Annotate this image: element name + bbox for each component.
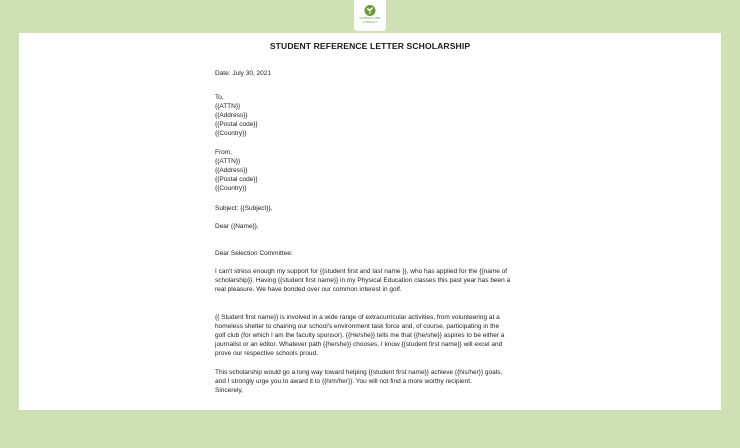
leaf-logo-icon	[364, 5, 376, 16]
to-line: {{Address}}	[215, 112, 248, 119]
from-line: From,	[215, 149, 232, 156]
paragraph-line: golf club (for which I am the faculty sponsor). {{He/she}} tells me that {{he/she}} aspires to be either a	[215, 332, 505, 339]
brand-name	[359, 17, 381, 24]
paragraph-line: scholarship}}. Having {{student first name}} in my Physical Education classes this past year has been a	[215, 277, 511, 284]
dear-line: Dear {{Name}},	[215, 223, 259, 230]
letter-page	[19, 33, 721, 410]
from-line: {{ATTN}}	[215, 158, 241, 165]
to-block	[215, 93, 545, 138]
salutation-line: Dear Selection Committee:	[215, 250, 293, 257]
from-line: {{Country}}	[215, 185, 247, 192]
paragraph-2	[215, 313, 545, 358]
paragraph-line: I can't stress enough my support for {{student first and last name }}, who has applied for the {{name of	[215, 268, 508, 275]
paragraph-line: and I strongly urge you to award it to {{him/her}}. You will not find a more worthy recipient.	[215, 378, 472, 385]
brand-logo	[354, 0, 386, 31]
letter-title: STUDENT REFERENCE LETTER SCHOLARSHIP	[269, 41, 471, 51]
paragraph-3	[215, 368, 545, 395]
paragraph-line: prove our respective schools proud.	[215, 350, 318, 357]
paragraph-line: journalist or an editor. Whatever path {{he/she}} chooses, I know {{student first name}} will excel and	[215, 341, 503, 348]
paragraph-line: real pleasure. We have bonded over our common interest in golf.	[215, 286, 402, 293]
from-line: {{Postal code}}	[215, 176, 258, 183]
to-line: {{Postal code}}	[215, 121, 258, 128]
paragraph-1	[215, 267, 545, 294]
to-line: {{ATTN}}	[215, 103, 241, 110]
subject-line: Subject: {{Subject}},	[215, 205, 273, 212]
brand-name-line2: LITERACY	[362, 19, 378, 24]
from-line: {{Address}}	[215, 167, 248, 174]
brand-name-line1: SCIENCE AND	[359, 16, 381, 20]
paragraph-line: homeless shelter to chairing our school's environment task force and, of course, participating in the	[215, 323, 500, 330]
to-line: To,	[215, 94, 224, 101]
closing-line: Sincerely,	[215, 387, 244, 394]
date-line: Date: July 30, 2021	[215, 70, 272, 77]
to-line: {{Country}}	[215, 130, 247, 137]
paragraph-line: {{ Student first name}} is involved in a wide range of extracurricular activities, from volunteering at a	[215, 314, 500, 321]
from-block	[215, 148, 545, 193]
paragraph-line: This scholarship would go a long way toward helping {{student first name}} achieve {{his/her}} goals,	[215, 369, 503, 376]
